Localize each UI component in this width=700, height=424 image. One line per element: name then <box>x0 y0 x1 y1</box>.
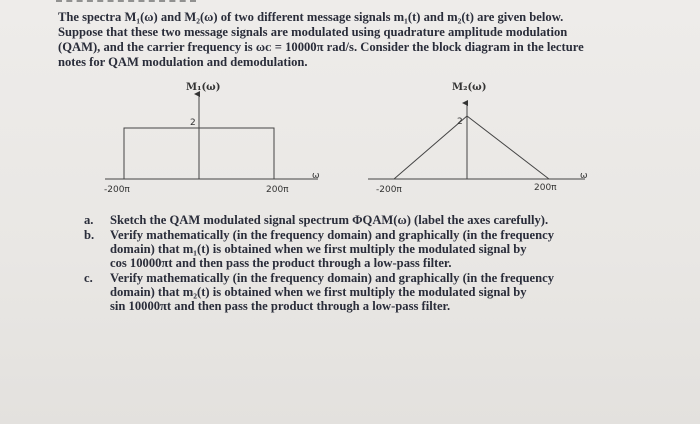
m1-left-tick-label: -200π <box>104 185 130 195</box>
m1-peak-label: 2 <box>190 118 196 128</box>
question-line: domain) that m₁(t) is obtained when we first multiply the modulated signal by <box>110 242 527 256</box>
question-label: b. <box>84 228 95 242</box>
intro-line: Suppose that these two message signals are modulated using quadrature amplitude modulation <box>58 25 568 39</box>
m1-title: M₁(ω) <box>186 82 221 93</box>
question-line: domain) that m₂(t) is obtained when we first multiply the modulated signal by <box>110 285 527 299</box>
m1-spectrum-plot <box>104 82 320 195</box>
question-line: Sketch the QAM modulated signal spectrum ΦQAM(ω) (label the axes carefully). <box>110 213 549 227</box>
m2-peak-label: 2 <box>457 117 463 127</box>
m2-omega-label: ω <box>580 171 588 181</box>
question-label: c. <box>84 271 93 285</box>
m2-left-tick-label: -200π <box>376 185 402 195</box>
question-line: Verify mathematically (in the frequency domain) and graphically (in the frequency <box>110 271 555 285</box>
question-b <box>80 228 625 270</box>
question-line: sin 10000πt and then pass the product through a low-pass filter. <box>110 299 451 313</box>
intro-line: The spectra M₁(ω) and M₂(ω) of two different message signals m₁(t) and m₂(t) are given below. <box>58 10 564 24</box>
intro-line: notes for QAM modulation and demodulation. <box>58 55 308 69</box>
question-line: Verify mathematically (in the frequency domain) and graphically (in the frequency <box>110 228 555 242</box>
m1-omega-label: ω <box>312 171 320 181</box>
question-c <box>80 271 625 313</box>
m2-triangle <box>394 116 549 179</box>
question-label: a. <box>84 213 94 227</box>
question-line: cos 10000πt and then pass the product through a low-pass filter. <box>110 256 452 270</box>
question-a <box>80 213 625 227</box>
intro-line: (QAM), and the carrier frequency is ωᴄ = 10000π rad/s. Consider the block diagram in the lecture <box>58 40 584 54</box>
m1-right-tick-label: 200π <box>266 185 289 195</box>
m2-right-tick-label: 200π <box>534 183 557 193</box>
m2-title: M₂(ω) <box>452 82 487 93</box>
m2-spectrum-plot <box>368 82 588 195</box>
question-list <box>80 213 625 314</box>
